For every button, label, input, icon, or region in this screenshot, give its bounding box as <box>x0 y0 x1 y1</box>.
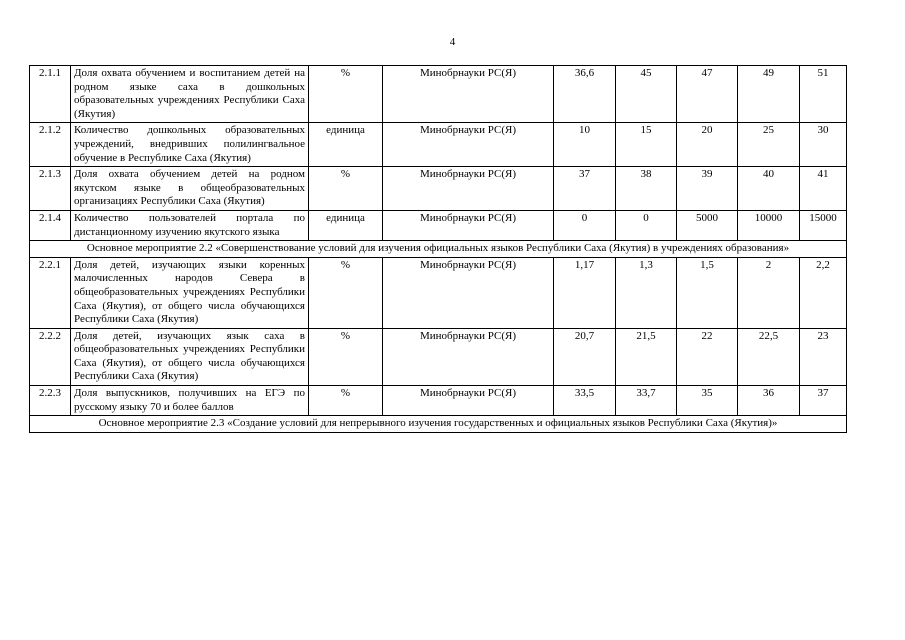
value-cell-3: 47 <box>677 66 738 123</box>
value-cell-5: 23 <box>800 328 847 385</box>
value-cell-4: 40 <box>738 167 800 211</box>
value-cell-5: 15000 <box>800 210 847 240</box>
value-cell-4: 36 <box>738 386 800 416</box>
table-row <box>30 257 847 328</box>
table-row <box>30 167 847 211</box>
page-number: 4 <box>449 36 456 48</box>
source-cell: Минобрнауки РС(Я) <box>383 328 554 385</box>
source-cell: Минобрнауки РС(Я) <box>383 257 554 328</box>
indicator-number-cell: 2.1.2 <box>30 123 71 167</box>
value-cell-4: 2 <box>738 257 800 328</box>
value-cell-2: 38 <box>616 167 677 211</box>
value-cell-2: 15 <box>616 123 677 167</box>
section-row <box>30 416 847 433</box>
indicator-number-cell: 2.1.4 <box>30 210 71 240</box>
indicator-number-cell: 2.2.1 <box>30 257 71 328</box>
value-cell-3: 35 <box>677 386 738 416</box>
source-cell: Минобрнауки РС(Я) <box>383 210 554 240</box>
indicator-name-cell: Доля охвата обучением детей на родном якутском языке в общеобразовательных организациях Республики Саха (Якутия) <box>71 167 309 211</box>
source-cell: Минобрнауки РС(Я) <box>383 123 554 167</box>
source-cell: Минобрнауки РС(Я) <box>383 66 554 123</box>
value-cell-4: 22,5 <box>738 328 800 385</box>
value-cell-3: 22 <box>677 328 738 385</box>
value-cell-4: 10000 <box>738 210 800 240</box>
value-cell-2: 21,5 <box>616 328 677 385</box>
table-row <box>30 123 847 167</box>
unit-cell: % <box>309 257 383 328</box>
unit-cell: % <box>309 66 383 123</box>
value-cell-1: 36,6 <box>554 66 616 123</box>
value-cell-4: 49 <box>738 66 800 123</box>
table-row <box>30 386 847 416</box>
source-cell: Минобрнауки РС(Я) <box>383 167 554 211</box>
indicator-number-cell: 2.2.3 <box>30 386 71 416</box>
section-title: Основное мероприятие 2.3 «Создание условий для непрерывного изучения государственных и официальных языков Республики Саха (Якутия)» <box>30 416 847 433</box>
value-cell-1: 33,5 <box>554 386 616 416</box>
value-cell-2: 1,3 <box>616 257 677 328</box>
value-cell-5: 30 <box>800 123 847 167</box>
value-cell-4: 25 <box>738 123 800 167</box>
indicator-name-cell: Доля детей, изучающих языки коренных малочисленных народов Севера в общеобразовательных учреждениях Республики Саха (Якутия), от общего числа обучающихся Республики Саха (Якутия) <box>71 257 309 328</box>
table-row <box>30 66 847 123</box>
value-cell-3: 39 <box>677 167 738 211</box>
source-cell: Минобрнауки РС(Я) <box>383 386 554 416</box>
value-cell-5: 37 <box>800 386 847 416</box>
value-cell-1: 37 <box>554 167 616 211</box>
value-cell-3: 1,5 <box>677 257 738 328</box>
indicator-name-cell: Количество пользователей портала по дистанционному изучению якутского языка <box>71 210 309 240</box>
value-cell-5: 2,2 <box>800 257 847 328</box>
value-cell-2: 33,7 <box>616 386 677 416</box>
value-cell-3: 20 <box>677 123 738 167</box>
section-title: Основное мероприятие 2.2 «Совершенствование условий для изучения официальных языков Республики Саха (Якутия) в учреждениях образования» <box>30 241 847 258</box>
table-row <box>30 210 847 240</box>
indicator-number-cell: 2.1.3 <box>30 167 71 211</box>
value-cell-2: 45 <box>616 66 677 123</box>
value-cell-1: 0 <box>554 210 616 240</box>
indicator-number-cell: 2.1.1 <box>30 66 71 123</box>
unit-cell: % <box>309 328 383 385</box>
indicator-number-cell: 2.2.2 <box>30 328 71 385</box>
indicator-name-cell: Количество дошкольных образовательных учреждений, внедривших полилингвальное обучение в Республике Саха (Якутия) <box>71 123 309 167</box>
value-cell-1: 1,17 <box>554 257 616 328</box>
unit-cell: % <box>309 386 383 416</box>
unit-cell: единица <box>309 210 383 240</box>
value-cell-1: 20,7 <box>554 328 616 385</box>
indicators-table <box>29 65 847 433</box>
value-cell-1: 10 <box>554 123 616 167</box>
value-cell-3: 5000 <box>677 210 738 240</box>
indicators-table-body <box>30 66 847 433</box>
value-cell-5: 51 <box>800 66 847 123</box>
value-cell-5: 41 <box>800 167 847 211</box>
unit-cell: единица <box>309 123 383 167</box>
section-row <box>30 241 847 258</box>
indicator-name-cell: Доля охвата обучением и воспитанием детей на родном языке саха в дошкольных образовательных учреждениях Республики Саха (Якутия) <box>71 66 309 123</box>
unit-cell: % <box>309 167 383 211</box>
value-cell-2: 0 <box>616 210 677 240</box>
table-row <box>30 328 847 385</box>
indicator-name-cell: Доля выпускников, получивших на ЕГЭ по русскому языку 70 и более баллов <box>71 386 309 416</box>
indicator-name-cell: Доля детей, изучающих язык саха в общеобразовательных учреждениях Республики Саха (Якутия), от общего числа обучающихся Республики Саха (Якутия) <box>71 328 309 385</box>
